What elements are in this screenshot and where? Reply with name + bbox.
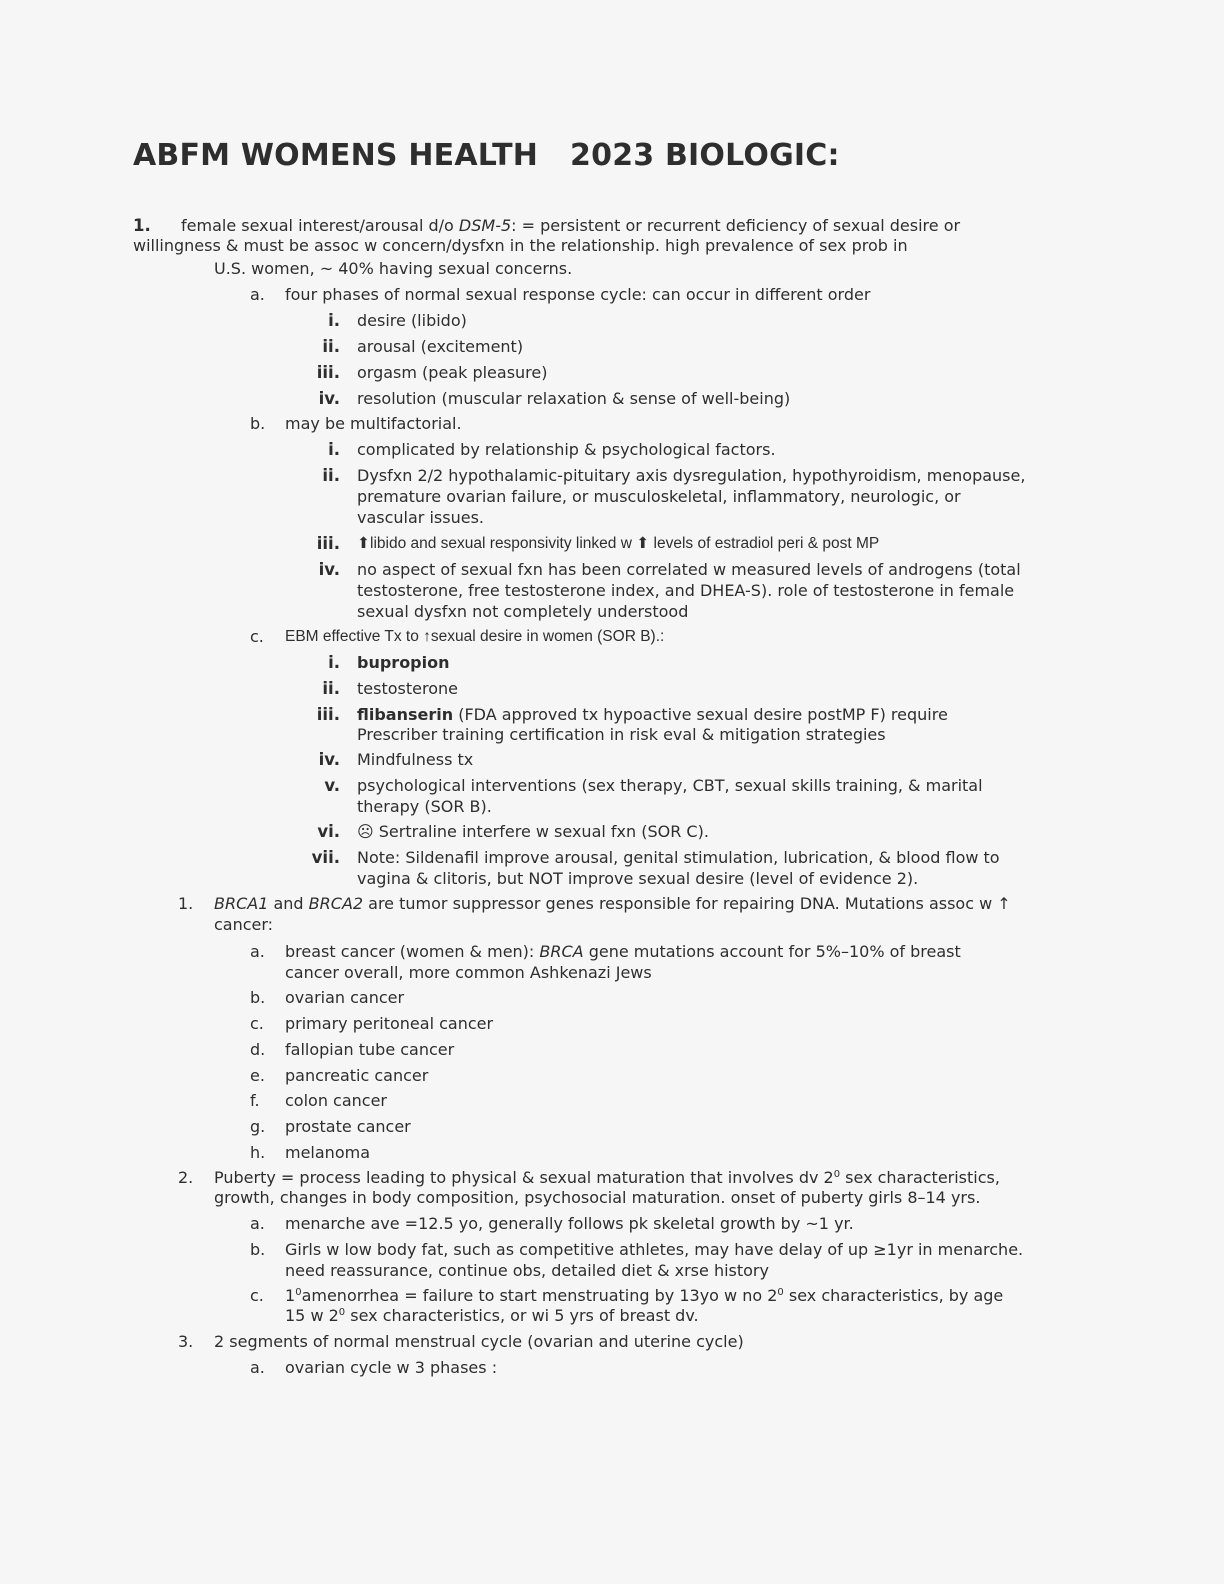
up-arrow-icon: ⬆: [357, 535, 370, 552]
list-item-continuation: cancer overall, more common Ashkenazi Jews: [285, 963, 652, 982]
list-marker: 1.: [178, 894, 194, 913]
list-marker: i.: [328, 440, 340, 459]
list-item: may be multifactorial.: [285, 414, 462, 433]
list-item: resolution (muscular relaxation & sense of well-being): [357, 389, 791, 408]
list-item: complicated by relationship & psychological factors.: [357, 440, 776, 459]
list-marker: a.: [250, 1358, 265, 1377]
paragraph-line: willingness & must be assoc w concern/dysfxn in the relationship. high prevalence of sex prob in: [133, 236, 908, 255]
list-item: colon cancer: [285, 1091, 388, 1110]
list-item-continuation: vascular issues.: [357, 508, 484, 527]
list-item-continuation: therapy (SOR B).: [357, 797, 492, 816]
list-marker: b.: [250, 988, 266, 1007]
list-marker: iii.: [316, 705, 340, 724]
list-item: $1^0amenorrhea$ = failure to start menstruating by 13yo w no $2^0$ sex characteristics, by age: [285, 1286, 1004, 1305]
list-item: four phases of normal sexual response cycle: can occur in different order: [285, 285, 871, 304]
list-item: prostate cancer: [285, 1117, 411, 1136]
list-item-continuation: 15 w $2^0$ sex characteristics, or wi 5 yrs of breast dv.: [285, 1306, 699, 1325]
list-item: Mindfulness tx: [357, 750, 474, 769]
list-marker: c.: [250, 627, 264, 646]
list-item-continuation: Prescriber training certification in risk eval & mitigation strategies: [357, 725, 886, 744]
frown-icon: ☹: [357, 822, 374, 841]
list-marker: iv.: [318, 560, 340, 579]
list-marker: c.: [250, 1286, 264, 1305]
list-item: desire (libido): [357, 311, 467, 330]
list-item-continuation: testosterone, free testosterone index, and DHEA-S). role of testosterone in female: [357, 581, 1015, 600]
list-item: 2 segments of normal menstrual cycle (ovarian and uterine cycle): [214, 1332, 744, 1351]
list-item: menarche ave =12.5 yo, generally follows pk skeletal growth by ~1 yr.: [285, 1214, 854, 1233]
list-item-continuation: need reassurance, continue obs, detailed diet & xrse history: [285, 1261, 769, 1280]
list-item: flibanserin (FDA approved tx hypoactive sexual desire postMP F) require: [357, 705, 948, 724]
list-marker: iii.: [316, 534, 340, 553]
list-item: ☹ Sertraline interfere w sexual fxn (SOR C).: [357, 822, 709, 841]
list-item: Girls w low body fat, such as competitive athletes, may have delay of up ≥1yr in menarche.: [285, 1240, 1024, 1259]
list-marker: c.: [250, 1014, 264, 1033]
list-item-continuation: cancer:: [214, 915, 274, 934]
list-item: psychological interventions (sex therapy, CBT, sexual skills training, & marital: [357, 776, 983, 795]
list-marker: f.: [250, 1091, 260, 1110]
list-item-continuation: sexual dysfxn not completely understood: [357, 602, 689, 621]
list-item-continuation: premature ovarian failure, or musculoskeletal, inflammatory, neurologic, or: [357, 487, 961, 506]
list-marker: iv.: [318, 389, 340, 408]
list-item: orgasm (peak pleasure): [357, 363, 548, 382]
list-item: Note: Sildenafil improve arousal, genital stimulation, lubrication, & blood flow to: [357, 848, 1000, 867]
list-marker: e.: [250, 1066, 265, 1085]
list-marker: vi.: [317, 822, 340, 841]
paragraph-line: female sexual interest/arousal d/o DSM-5: = persistent or recurrent deficiency of sexual desire or: [181, 216, 961, 235]
list-marker: h.: [250, 1143, 266, 1162]
list-marker: ii.: [322, 466, 340, 485]
item-marker: 1.: [133, 216, 151, 235]
list-marker: ii.: [322, 679, 340, 698]
list-marker: ii.: [322, 337, 340, 356]
list-marker: a.: [250, 285, 265, 304]
list-marker: b.: [250, 414, 266, 433]
list-item: primary peritoneal cancer: [285, 1014, 494, 1033]
list-marker: g.: [250, 1117, 266, 1136]
list-marker: a.: [250, 942, 265, 961]
list-item: EBM effective Tx to ↑sexual desire in women (SOR B).:: [285, 628, 665, 645]
list-item: ovarian cancer: [285, 988, 405, 1007]
list-item: melanoma: [285, 1143, 370, 1162]
list-item-continuation: growth, changes in body composition, psychosocial maturation. onset of puberty girls 8–14 yrs.: [214, 1188, 981, 1207]
list-item: bupropion: [357, 653, 450, 672]
list-item: Puberty = process leading to physical & sexual maturation that involves dv $2^0$ sex characteristics,: [214, 1168, 1000, 1187]
list-marker: iv.: [318, 750, 340, 769]
list-item: breast cancer (women & men): BRCA gene mutations account for 5%–10% of breast: [285, 942, 961, 961]
list-item: fallopian tube cancer: [285, 1040, 455, 1059]
list-marker: i.: [328, 653, 340, 672]
list-marker: 2.: [178, 1168, 194, 1187]
list-item: ⬆libido and sexual responsivity linked w ⬆ levels of estradiol peri & post MP: [357, 535, 880, 552]
list-marker: b.: [250, 1240, 266, 1259]
list-marker: vii.: [311, 848, 340, 867]
list-item: ovarian cycle w 3 phases :: [285, 1358, 498, 1377]
list-marker: i.: [328, 311, 340, 330]
list-marker: 3.: [178, 1332, 194, 1351]
list-item: no aspect of sexual fxn has been correlated w measured levels of androgens (total: [357, 560, 1021, 579]
list-marker: iii.: [316, 363, 340, 382]
list-marker: d.: [250, 1040, 266, 1059]
list-marker: v.: [324, 776, 340, 795]
list-item: Dysfxn 2/2 hypothalamic-pituitary axis dysregulation, hypothyroidism, menopause,: [357, 466, 1026, 485]
list-item-continuation: vagina & clitoris, but NOT improve sexual desire (level of evidence 2).: [357, 869, 919, 888]
list-item: BRCA1 and BRCA2 are tumor suppressor genes responsible for repairing DNA. Mutations assoc w ↑: [214, 894, 1011, 913]
list-item: arousal (excitement): [357, 337, 524, 356]
paragraph-line: U.S. women, ~ 40% having sexual concerns.: [214, 259, 573, 278]
up-arrow-icon: ⬆: [636, 535, 650, 552]
list-item: pancreatic cancer: [285, 1066, 429, 1085]
list-item: testosterone: [357, 679, 458, 698]
list-marker: a.: [250, 1214, 265, 1233]
page-title: ABFM WOMENS HEALTH 2023 BIOLOGIC:: [133, 138, 840, 173]
